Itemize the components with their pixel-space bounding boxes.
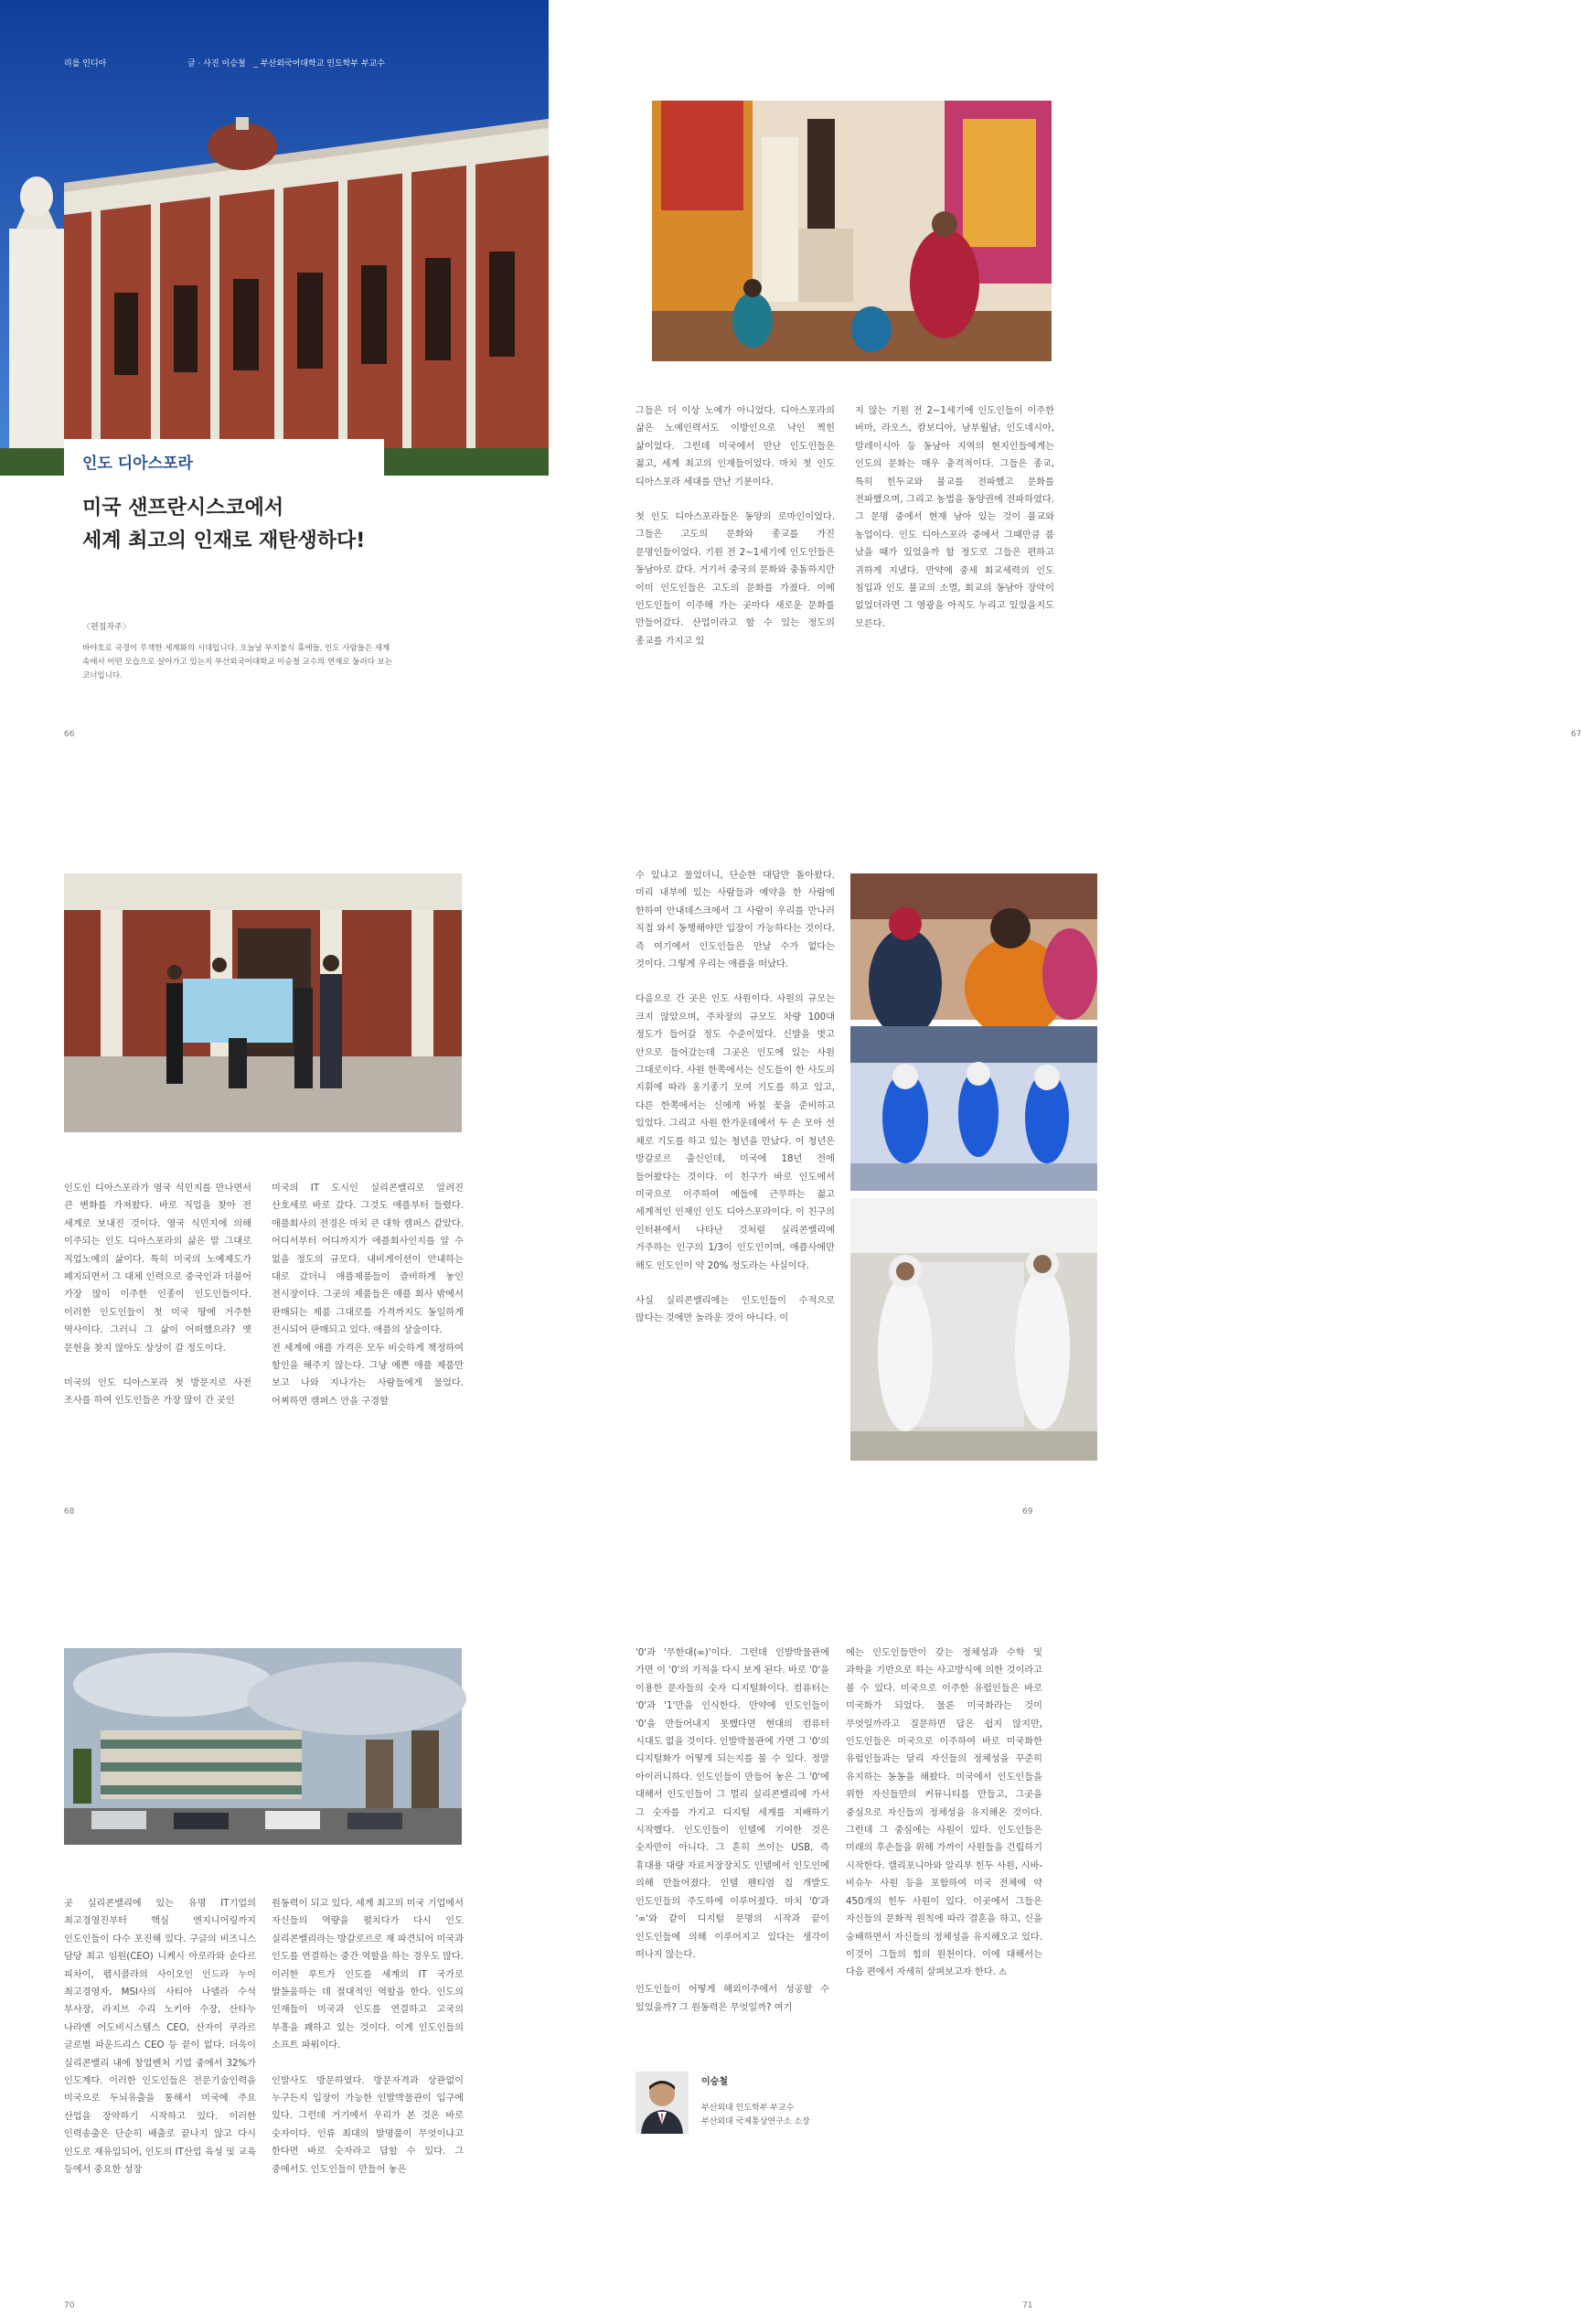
p70-c2-para-1: 원동력이 되고 있다. 세계 최고의 미국 기업에서 자신들의 역량을 펼치다가 다시 인도 실리콘밸리라는 방갈로르로 재 파견되어 미국과 인도를 연결하는 중간 역할을 하는 경우도 많다. 이러한 루트가 인도를 세계의 IT 국가로 발돋움하는 데 절대적인 역할을 한다. 인도의 인재들이 미국과 인도를 연결하고 고국의 부흥을 꽤하고 있는 것이다. 이게 인도인들의 소프트 파워이다.: [272, 1899, 464, 2051]
author-box: [636, 2072, 910, 2145]
page-67: [549, 0, 1581, 750]
p67-column-1: [636, 402, 835, 704]
p68-column-2: [272, 1180, 464, 1491]
page-number-68: 68: [64, 1507, 75, 1516]
p68-c1-para-1: 인도인 디아스포라가 영국 식민지를 만나면서 큰 변화를 가져왔다. 바로 직업을 찾아 전 세계로 보내진 것이다. 영국 식민지에 의해 이주되는 인도 디아스포라의 삶은 말 그대로 직업노예의 삶이다. 특히 미국의 노예제도가 폐지되면서 그 대체 인력으로 중국인과 더불어 가장 많이 이주한 인종이 인도인들이다. 이러한 인도인들이 첫 미국 땅에 거주한 역사이다. 그러니 그 삶이 어떠했으라? 옛 문헌을 찾지 않아도 상상이 갈 정도이다.: [64, 1183, 251, 1354]
p70-c1-para-1: 곳 실리콘밸리에 있는 유명 IT기업의 최고경영진부터 핵심 엔지니어링까지 인도인들이 다수 포진해 있다. 구글의 비즈니스 담당 최고 임원(CEO) 니케시 아로라와 순다르 피차이, 펩시콜라의 사이오인 인드라 누이 최고경영자, MSI사의 사티아 나델라 수석 부사장, 라지브 수리 노키아 수장, 산타누 나라옌 어도비시스템스 CEO, 산자이 쿠라르 글로벌 파운드리스 CEO 등 끝이 없다. 더욱이 실리콘밸리 내에 창업벤처 기업 중에서 32%가 인도계다. 이러한 인도인들은 전문기술인력을 미국으로 두뇌유출을 통해서 미국에 주요 산업을 장악하기 시작하고 있다. 이러한 인력송출은 단순히 배출로 끝나지 않고 다시 인도로 재유입되어, 인도의 IT산업 육성 및 교육 등에서 중요한 성장: [64, 1899, 256, 2176]
page-70: [0, 1573, 549, 2324]
p71-c2-para-1: 에는 인도인들만이 갖는 정체성과 수학 및 과학을 기반으로 하는 사고방식에 의한 것이라고 볼 수 있다. 미국으로 이주한 유럽인들은 바로 미국화가 되었다. 물론 미국화라는 것이 무엇일까라고 질문하면 답은 쉽지 않지만, 인도인들은 미국으로 이주하여 바로 미국화한 유럽인들과는 달리 자신들의 정체성을 꾸준히 유지하는 동동을 해왔다. 미국에서 인도인들을 위한 자신들만의 커뮤니티를 만들고, 그곳을 중심으로 자신들의 정체성을 유지해온 것이다. 그런데 그 중심에는 사원이 있다. 인도인들은 미래의 후손들을 위해 가까이 사원들을 건립하기 시작한다. 캘리포니아와 알리부 힌두 사원, 시바-비슈누 사원 등을 포함하여 미국 전체에 약 450개의 힌두 사원이 있다. 이곳에서 그들은 자신들의 문화적 원칙에 따라 결혼을 하고, 신을 숭배하면서 자신들의 정체성을 유지해오고 있다. 이것이 그들의 힘의 원천이다. 이에 대해서는 다음 편에서 자세히 살펴보고자 한다. ⚠: [846, 1648, 1042, 1978]
temple-hero-photo: [0, 0, 549, 476]
p71-c1-para-1: '0'과 '무한대(∞)'이다. 그런데 인발박물관에 가면 이 '0'의 기적을 다시 보게 된다. 바로 '0'을 이용한 문자들의 숫자 디지털화이다. 컴퓨터는 '0'과 '1'만을 인식한다. 만약에 인도인들이 '0'을 만들어내지 못했다면 현대의 컴퓨터 시대도 없을 것이다. 인발박물관에 가면 그 '0'의 디지털화가 어떻게 되는지를 볼 수 있다. 정말 아이러니하다. 인도인들이 만들어 놓은 그 '0'에 대해서 인도인들이 그 멀리 실리콘밸리에 가서 그 숫자를 가지고 디지털 세계를 지배하기 시작했다. 인도인들이 인텔에 기여한 것은 숫자만이 아니다. 그 흔히 쓰이는 USB, 즉 휴대용 대량 자료저장장치도 인텔에서 인도인에 의해 만들어졌다. 인텔 펜티엄 칩 개발도 인도인들의 주도하에 이루어졌다. 마치 '0'과 '∞'와 같이 디지털 문명의 시작과 끝이 인도인들에 의해 이루어지고 있다는 생각이 떠나지 않는다.: [636, 1648, 829, 1960]
byline-role: _ 부산외국어대학교 인도학부 부교수: [253, 59, 385, 69]
p69-c1-para-3: 사실 실리콘밸리에는 인도인들이 수적으로 많다는 것에만 놀라운 것이 아니다. 이: [636, 1295, 835, 1324]
byline-name: 글 · 사진 이승철: [187, 59, 246, 69]
author-role-1: 부산외대 인도학부 부교수: [701, 2104, 795, 2113]
article-title: [82, 492, 365, 558]
page-68: [0, 787, 549, 1537]
p67-column-2: [855, 402, 1054, 704]
author-name: 이승철: [701, 2077, 728, 2087]
p68-c2-para-1: 미국의 IT 도시인 실리콘밸리로 알려진 산호세로 바로 갔다. 그것도 애플부터 들렸다. 애플회사의 전경은 마치 큰 대학 캠퍼스 같았다. 어디서부터 어디까지가 애플회사인지를 알 수 없을 정도의 규모다. 내비게이션이 안내하는 대로 갔더니 애플제품들이 즐비하게 놓인 전시장이다. 그곳의 제품들은 애플 회사 밖에서 판매되는 제품 그대로를 가격까지도 동일하게 전시되어 판매되고 있다. 애플의 상술이다.: [272, 1183, 464, 1336]
title-line-1: 미국 샌프란시스코에서: [82, 497, 284, 519]
p71-column-2: [846, 1644, 1042, 2047]
p69-c1-para-1: 수 있냐고 물었더니, 단순한 대답만 돌아왔다. 미리 내부에 있는 사람들과 예약을 한 사람에 한하여 안내데스크에서 그 사람이 우리를 만나러 직접 와서 동행해야만 입장이 가능하다는 것이다. 즉 여기에서 인도인들은 만날 수가 없다는 것이다. 그렇게 우리는 애플을 떠났다.: [636, 871, 835, 970]
section-label: 인도 디아스포라: [82, 455, 193, 473]
p70-column-2: [272, 1895, 464, 2279]
page-66: [0, 0, 549, 750]
page-number-69: 69: [1022, 1507, 1033, 1516]
author-role-2: 부산외대 국제통상연구소 소장: [701, 2117, 810, 2126]
p71-c1-para-2: 인도인들이 어떻게 해외이주에서 성공할 수 있었을까? 그 원동력은 무엇일까? 여기: [636, 1985, 829, 2013]
page-number-66: 66: [64, 730, 75, 739]
p70-column-1: [64, 1895, 256, 2279]
p69-c1-para-2: 다음으로 간 곳은 인도 사원이다. 사원의 규모는 크지 않았으며, 주차장의 규모도 차량 100대 정도가 들어갈 정도 수준이었다. 신발을 벗고 안으로 들어갔는데 그곳은 인도에 있는 사원 그대로이다. 사원 한쪽에서는 신도들이 한 사도의 지휘에 따라 옹기종기 모여 기도를 하고 있고, 다른 한쪽에서는 신에게 바칠 꽃을 준비하고 있었다. 그리고 사원 한가운데에서 두 손 모아 선 채로 기도를 하고 있는 청년을 만났다. 이 청년은 방갈로르 출신인데, 미국에 18년 전에 들어왔다는 것이다. 이 친구가 바로 인도에서 미국으로 이주하여 예들에 근무하는 젊고 세계적인 인재인 인도 디아스포라이다. 이 친구의 인터뷰에서 나타난 것처럼 실리콘밸리에 거주하는 인구의 1/3이 인도인이며, 애플사에만 해도 인도인이 약 20% 정도라는 사실이다.: [636, 994, 835, 1271]
editor-label: 〈편집자주〉: [82, 623, 131, 632]
p69-column-1: [636, 867, 835, 1498]
page-71: [549, 1573, 1097, 2324]
author-avatar: [636, 2072, 689, 2134]
women-temple-photo: [850, 873, 1097, 1020]
p70-c2-para-2: 인발사도 방문하였다. 방문자격과 상관없이 누구든지 입장이 가능한 인발박물관이 입구에 있다. 그런데 거기에서 우리가 본 것은 바로 숫자이다. 인류 최대의 발명품이 무엇이냐고 한다면 바로 숫자라고 답할 수 있다. 그 중에서도 인도인들이 만들어 놓은: [272, 2075, 464, 2175]
p68-column-1: [64, 1180, 251, 1491]
p67-c1-para-1: 그들은 더 이상 노예가 아니었다. 디아스포라의 삶은 노예인력서도 이방인으로 낙인 찍힌 삶이었다. 그런데 미국에서 만난 인도인들은 젊고, 세계 최고의 인재들이었다. 마치 첫 인도 디아스포라 세대를 만난 기분이다.: [636, 406, 835, 487]
page-69: [549, 787, 1097, 1537]
section-label-box: [64, 439, 384, 479]
silicon-valley-campus-photo: [64, 1648, 462, 1845]
p71-column-1: [636, 1644, 829, 2047]
p67-c1-para-2: 첫 인도 디아스포라들은 동양의 로마인이었다. 그들은 고도의 문화와 종교를 가진 문명인들이었다. 기원 전 2~1세기에 인도인들은 동남아로 갔다. 거기서 중국의 문화와 충돌하지만 이미 인도인들은 고도의 문화를 가졌다. 이에 인도인들이 이주해 가는 곳마다 새로운 문화를 만들어갔다. 산업이라고 할 수 있는 정도의 종교를 가지고 있: [636, 512, 835, 647]
section-tag: 리를 인디아: [64, 59, 107, 69]
title-line-2: 세계 최고의 인재로 재탄생하다!: [82, 530, 366, 552]
editor-note: 바야흐로 국경이 무색한 세계화의 시대입니다. 오늘날 부지불식 휴에들, 인도 사람들은 세계 속에서 어떤 모습으로 살아가고 있는지 부산외국어대학교 이승철 교수의 연재로 둘러다 보는 코너입니다.: [82, 644, 393, 680]
byline: [187, 57, 385, 69]
temple-interior-photo: [652, 101, 1052, 361]
cleanroom-suit-photo: [850, 1198, 1097, 1461]
p68-c1-para-2: 미국의 인도 디아스포라 첫 방문지로 사전 조사를 하여 인도인들은 가장 많이 간 곳인: [64, 1378, 251, 1407]
p68-c2-para-2: 전 세계에 애플 가격은 모두 비슷하게 책정하여 할인을 해주지 않는다. 그냥 예쁜 애플 제품만 보고 나와 지나가는 사람들에게 물었다. 어찌하면 캠퍼스 안을 구경할: [272, 1343, 464, 1407]
page-number-70: 70: [64, 2301, 75, 2310]
intel-bunnysuit-figures-photo: [850, 1026, 1097, 1191]
page-number-71: 71: [1022, 2301, 1033, 2310]
page-number-67: 67: [1571, 730, 1581, 739]
p67-c2-para-1: 지 않는 기원 전 2~1세기에 인도인들이 이주한 버마, 라오스, 캄보디아, 남부월남, 인도네시아, 말레이시아 등 동남아 지역의 현지인들에게는 인도의 문화는 매우 충격적이다. 그들은 종교, 특히 힌두교와 불교를 전파했고 문화를 전파했으며, 그리고 농법을 동양권에 전파하였다. 그 문명 중에서 현재 남아 있는 것이 불교와 농업이다. 인도 디아스포라 중에서 그때만큼 품 났을 때가 있었을까 할 정도로 그들은 편하고 귀하게 지냈다. 만약에 중세 회교세력의 인도 침입과 인도 불교의 소멸, 회교의 동남아 장악이 없었더라면 그 영광을 아직도 누리고 있었을지도 모른다.: [855, 406, 1054, 629]
group-photo-temple: [64, 873, 462, 1132]
